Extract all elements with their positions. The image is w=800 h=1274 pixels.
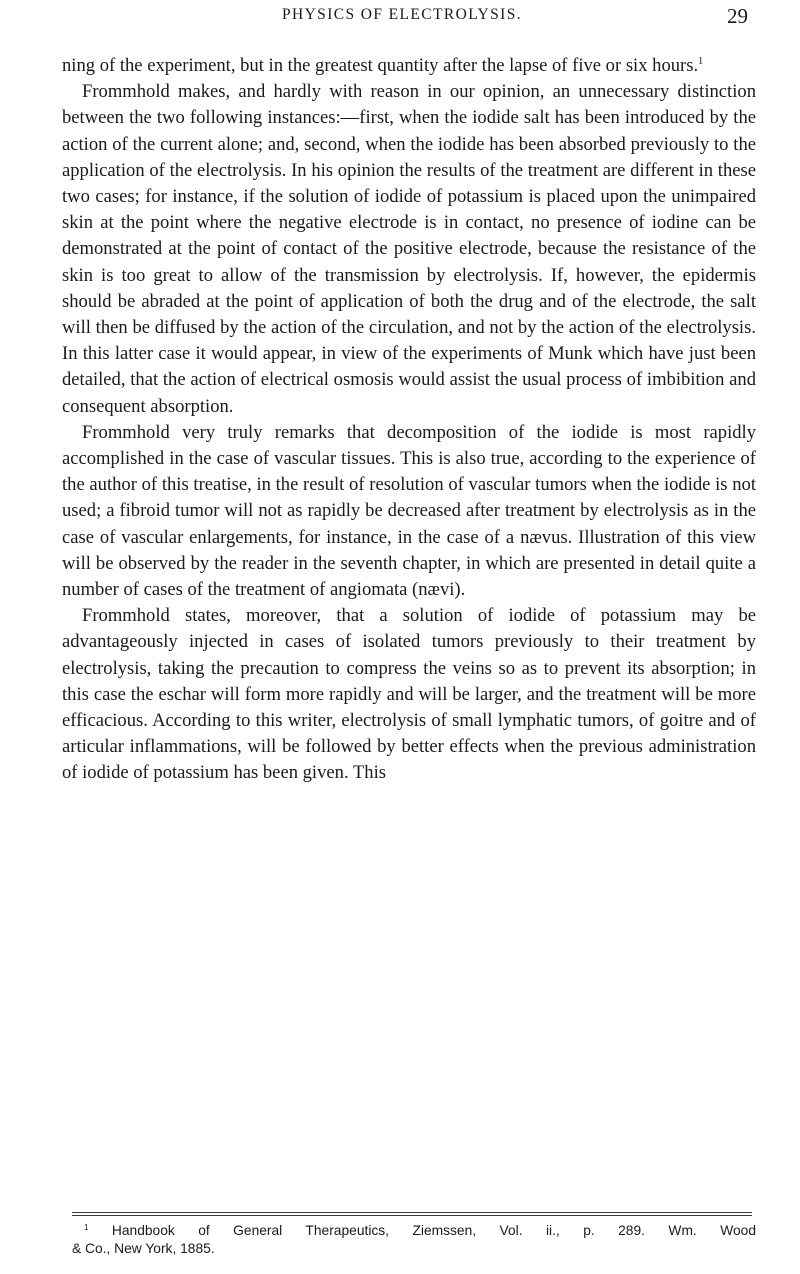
footnote-divider <box>72 1215 752 1216</box>
body-text <box>62 53 756 787</box>
paragraph: Frommhold very truly remarks that decomposition of the iodide is most rapidly accomplished in the case of vascular tissues. This is also true, according to the experience of the author of this treatise, in the result of resolution of vascular tumors when the iodide is not used; a fibroid tumor will not as rapidly be decreased after treatment by electrolysis as in the case of vascular enlargements, for instance, in the case of a nævus. Illustration of this view will be observed by the reader in the seventh chapter, in which are presented in detail quite a number of cases of the treatment of angiomata (nævi). <box>62 421 756 601</box>
footnote-line <box>72 1222 756 1240</box>
running-title: PHYSICS OF ELECTROLYSIS. <box>281 6 523 23</box>
footnote-reference: 1 <box>698 56 704 67</box>
footnote-text: Handbook of General Therapeutics, Ziemssen, Vol. ii., p. 289. Wm. Wood <box>111 1223 756 1238</box>
page-number: 29 <box>727 4 748 28</box>
footnote <box>72 1222 756 1257</box>
footnote-divider <box>72 1212 752 1213</box>
paragraph-text: ning of the experiment, but in the greatest quantity after the lapse of five or six hours. <box>62 55 699 76</box>
paragraph-continued <box>62 53 756 79</box>
paragraph: Frommhold makes, and hardly with reason in our opinion, an unnecessary distinction between the two following instances:—first, when the iodide salt has been introduced by the action of the current alone; and, second, when the iodide has been absorbed previously to the application of the electrolysis. In his opinion the results of the treatment are different in these two cases; for instance, if the solution of iodide of potassium is placed upon the unimpaired skin at the point where the negative electrode is in contact, no presence of iodine can be demonstrated at the point of contact of the positive electrode, because the resistance of the skin is too great to allow of the transmission by electrolysis. If, however, the epidermis should be abraded at the point of application of both the drug and of the electrode, the salt will then be diffused by the action of the circulation, and not by the action of the electrolysis. In this latter case it would appear, in view of the experiments of Munk which have just been detailed, that the action of electrical osmosis would assist the usual process of imbibition and consequent absorption. <box>62 81 756 417</box>
footnote-line: & Co., New York, 1885. <box>72 1240 215 1256</box>
paragraph: Frommhold states, moreover, that a solution of iodide of potassium may be advantageously injected in cases of isolated tumors previously to their treatment by electrolysis, taking the precaution to compress the veins so as to prevent its absorption; in this case the eschar will form more rapidly and will be larger, and the treatment will be more efficacious. According to this writer, electrolysis of small lymphatic tumors, of goitre and of articular inflammations, will be followed by better effects when the previous administration of iodide of potassium has been given. This <box>62 605 756 784</box>
running-head <box>56 4 748 30</box>
footnote-marker: 1 <box>84 1223 89 1232</box>
